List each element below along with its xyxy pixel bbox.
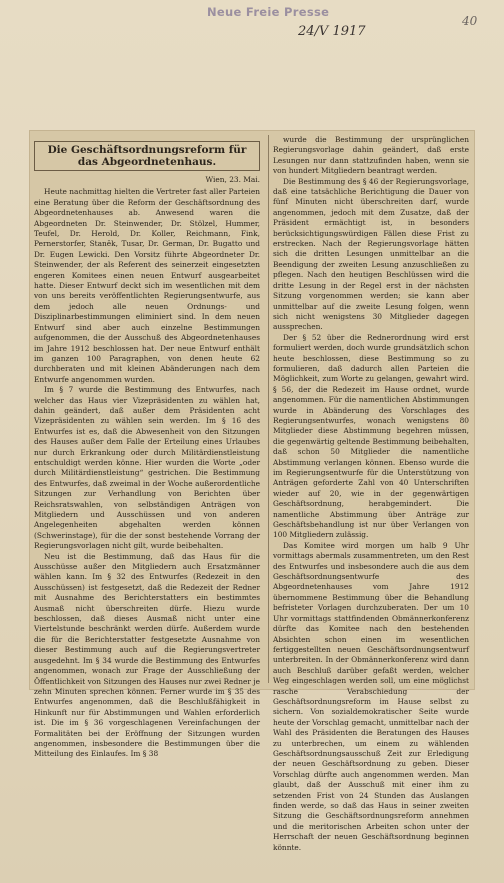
- article-column-right: [273, 135, 469, 852]
- newspaper-stamp: Neue Freie Presse: [207, 5, 330, 19]
- column-divider: [268, 135, 269, 683]
- article-paragraph: Das Komitee wird morgen um halb 9 Uhr vormittags abermals zusammentreten, um den Rest des Entwurfes und insbesondere auch die aus dem Geschäftsordnungsentwurfe des Abgeordnetenhauses vom Jahre 1912 übernommene Bestimmung über die Behandlung befristeter Vorlagen durchzuberaten. Der um 10 Uhr vormittags stattfindenden Obmännerkonferenz dürfte das Komitee nach den bestehenden Absichten schon einen im wesentlichen fertiggestellten neuen Geschäftsordnungsentwurf unterbreiten. In der Obmännerkonferenz wird dann auch Beschluß darüber gefaßt werden, welcher Weg eingeschlagen werden soll, um eine möglichst rasche Verabschiedung der Geschäftsordnungsreform im Hause selbst zu sichern. Von sozialdemokratischer Seite wurde heute der Vorschlag gemacht, unmittelbar nach der Wahl des Präsidenten die Beratungen des Hauses zu unterbrechen, um einem zu wählenden Geschäftsordnungsausschuß Zeit zur Erledigung der neuen Geschäftsordnung zu geben. Dieser Vorschlag dürfte auch angenommen werden. Man glaubt, daß der Ausschuß mit einer ihm zu setzenden Frist von 24 Stunden das Auslangen finden werde, so daß das Haus in seiner zweiten Sitzung die Geschäftsordnungsreform annehmen und die meritorischen Arbeiten schon unter der Herrschaft der neuen Geschäftsordnung beginnen könnte.: [273, 540, 469, 852]
- article-paragraph: Der § 52 über die Rednerordnung wird erst formuliert werden, doch wurde grundsätzlich schon heute beschlossen, diese Bestimmung so zu formulieren, daß dadurch allen Parteien die Möglichkeit, zum Worte zu gelangen, gewahrt wird. § 56, der die Redezeit im Hause ordnet, wurde angenommen. Für die namentlichen Abstimmungen wurde in Abänderung des Vorschlages des Regierungsentwurfes, wonach wenigstens 80 Mitglieder diese Abstimmung begehren müssen, die gegenwärtig geltende Bestimmung beibehalten, daß schon 50 Mitglieder die namentliche Abstimmung verlangen können. Ebenso wurde die im Regierungsentwurfe für die Unterstützung von Anträgen geforderte Zahl von 40 Unterschriften wieder auf 20, wie in der gegenwärtigen Geschäftsordnung, herabgemindert. Die namentliche Abstimmung über Anträge zur Geschäftsbehandlung ist nur über Verlangen von 100 Mitgliedern zulässig.: [273, 332, 469, 540]
- article-paragraph: Im § 7 wurde die Bestimmung des Entwurfes, nach welcher das Haus vier Vizepräsidenten zu wählen hat, dahin geändert, daß außer dem Präsidenten acht Vizepräsidenten zu wählen sein werden. Im § 16 des Entwurfes ist es, daß die Abwesenheit von den Sitzungen des Hauses außer dem Falle der Erteilung eines Urlaubes nur durch Erkrankung oder durch Militärdienstleistung entschuldigt werden könne. Hier wurden die Worte „oder durch Militärdienstleistung“ gestrichen. Die Bestimmung des Entwurfes, daß zweimal in der Woche außerordentliche Sitzungen zur Verhandlung von Berichten über Reichsratswahlen, von selbständigen Anträgen von Mitgliedern und Ausschüssen und von anderen Angelegenheiten abgehalten werden können (Schwerinstage), für die der sonst bestehende Vorrang der Regierungsvorlagen nicht gilt, wurde beibehalten.: [34, 385, 260, 551]
- article-paragraph: Heute nachmittag hielten die Vertreter fast aller Parteien eine Beratung über die Reform der Geschäftsordnung des Abgeordnetenhauses ab. Anwesend waren die Abgeordneten Dr. Steinwender, Dr. Stölzel, Hummer, Teufel, Dr. Herold, Dr. Koller, Reichmann, Fink, Pernerstorfer, Staněk, Tusar, Dr. German, Dr. Bugatto und Dr. Eugen Lewicki. Den Vorsitz führte Abgeordneter Dr. Steinwender, der als Referent des seinerzeit eingesetzten engeren Komitees einen neuen Entwurf ausgearbeitet hatte. Dieser Entwurf deckt sich im wesentlichen mit dem von uns bereits veröffentlichten Regierungsentwurfe, aus dem jedoch alle neuen Ordnungs- und Disziplinarbestimmungen eliminiert sind. In dem neuen Entwurf sind aber auch einzelne Bestimmungen aufgenommen, die der Ausschuß des Abgeordnetenhauses im Jahre 1912 beschlossen hat. Der neue Entwurf enthält im ganzen 100 Paragraphen, von denen heute 62 durchberaten und mit kleinen Abänderungen nach dem Entwurfe angenommen wurden.: [34, 187, 260, 384]
- article-headline: Die Geschäftsordnungsreform für das Abgeordnetenhaus.: [34, 141, 260, 171]
- handwritten-page-number: 40: [462, 14, 478, 28]
- handwritten-date: 24/V 1917: [298, 24, 366, 39]
- article-column-left: [34, 135, 260, 759]
- article-paragraph: Neu ist die Bestimmung, daß das Haus für die Ausschüsse außer den Mitgliedern auch Ersatzmänner wählen kann. Im § 32 des Entwurfes (Redezeit in den Ausschüssen) ist festgesetzt, daß die Redezeit der Redner mit Ausnahme des Berichterstatters ein bestimmtes Ausmaß nicht überschreiten dürfe. Hiezu wurde beschlossen, daß dieses Ausmaß nicht unter eine Viertelstunde beschränkt werden dürfe. Außerdem wurde die für die Berichterstatter festgesetzte Ausnahme von dieser Bestimmung auch auf die Regierungsvertreter ausgedehnt. Im § 34 wurde die Bestimmung des Entwurfes angenommen, wonach zur Frage der Ausschließung der Öffentlichkeit von Sitzungen des Hauses nur zwei Redner je zehn Minuten sprechen können. Ferner wurde im § 35 des Entwurfes angenommen, daß die Beschlußfähigkeit in Hinkunft nur für Abstimmungen und Wahlen erforderlich ist. Die im § 36 vorgeschlagenen Vereinfachungen der Formalitäten bei der Eröffnung der Sitzungen wurden angenommen, insbesondere die Bestimmungen über die Mitteilung des Einlaufes. Im § 38: [34, 551, 260, 759]
- article-dateline: Wien, 23. Mai.: [205, 175, 260, 184]
- article-paragraph: wurde die Bestimmung der ursprünglichen Regierungsvorlage dahin geändert, daß erste Lesungen nur dann stattzufinden haben, wenn sie von hundert Mitgliedern beantragt werden.: [273, 135, 469, 176]
- article-paragraph: Die Bestimmung des § 46 der Regierungsvorlage, daß eine tatsächliche Berichtigung die Dauer von fünf Minuten nicht überschreiten darf, wurde angenommen, jedoch mit dem Zusatze, daß der Präsident ermächtigt ist, in besonders berücksichtigungswürdigen Fällen diese Frist zu erstrecken. Nach der Regierungsvorlage hätten sich die dritten Lesungen unmittelbar an die Beendigung der zweiten Lesung anzuschließen zu pflegen. Nach den heutigen Beschlüssen wird die dritte Lesung in der Regel erst in der nächsten Sitzung vorgenommen werden; sie kann aber unmittelbar auf die zweite Lesung folgen, wenn sich nicht wenigstens 30 Mitglieder dagegen aussprechen.: [273, 176, 469, 332]
